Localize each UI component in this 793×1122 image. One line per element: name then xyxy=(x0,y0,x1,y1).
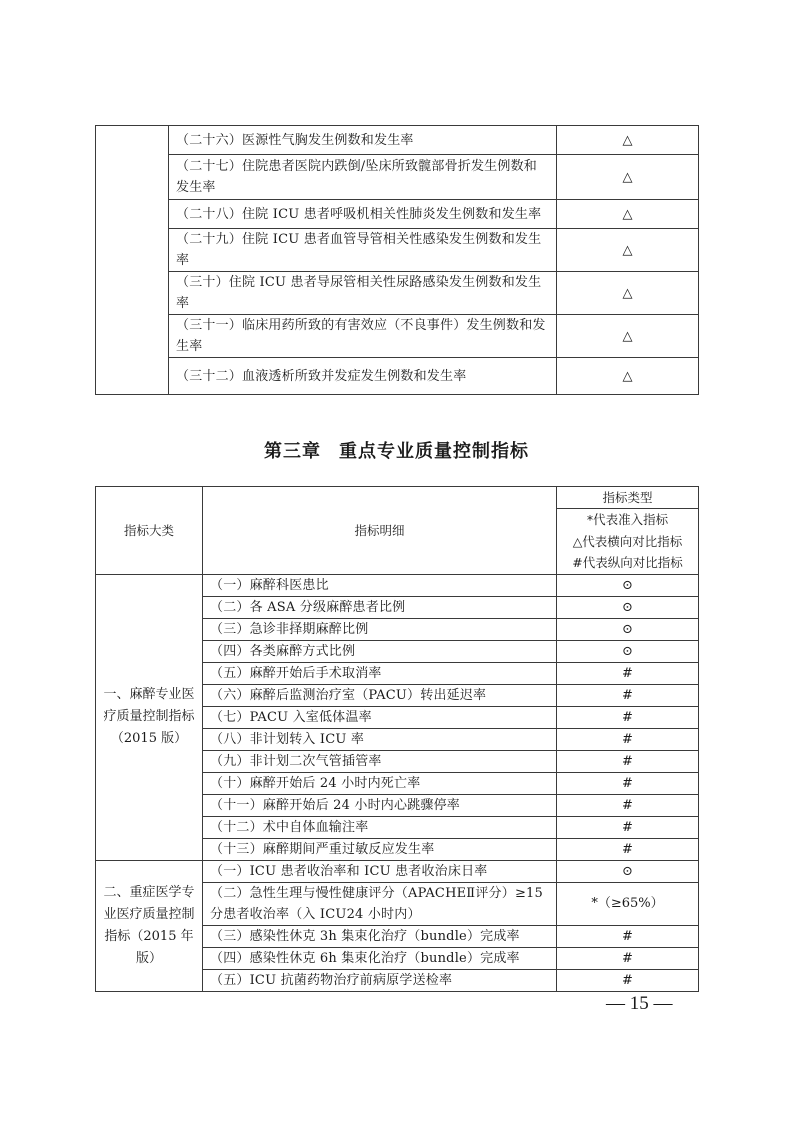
indicator-type: △ xyxy=(557,126,699,155)
table-row xyxy=(96,229,699,272)
legend-vertical: #代表纵向对比指标 xyxy=(572,555,683,570)
indicator-type: # xyxy=(557,925,699,947)
indicator-detail: （六）麻醉后监测治疗室（PACU）转出延迟率 xyxy=(203,684,557,706)
header-row xyxy=(96,487,699,509)
indicator-type: △ xyxy=(557,315,699,358)
indicator-type: △ xyxy=(557,155,699,200)
indicator-type: △ xyxy=(557,200,699,229)
legend-horizontal: △代表横向对比指标 xyxy=(572,533,683,549)
table-row xyxy=(96,126,699,155)
indicator-type: △ xyxy=(557,229,699,272)
indicator-detail: （一）麻醉科医患比 xyxy=(203,574,557,596)
table-row xyxy=(96,155,699,200)
indicator-type: # xyxy=(557,706,699,728)
indicator-type: ⊙ xyxy=(557,618,699,640)
indicator-type: # xyxy=(557,772,699,794)
indicator-detail: （三十）住院 ICU 患者导尿管相关性尿路感染发生例数和发生率 xyxy=(169,272,557,315)
category-anesthesia: 一、麻醉专业医疗质量控制指标（2015 版） xyxy=(96,574,203,860)
indicator-detail: （三）急诊非择期麻醉比例 xyxy=(203,618,557,640)
table-row xyxy=(96,315,699,358)
table-row xyxy=(96,200,699,229)
indicator-detail: （二十八）住院 ICU 患者呼吸机相关性肺炎发生例数和发生率 xyxy=(169,200,557,229)
indicator-detail: （一）ICU 患者收治率和 ICU 患者收治床日率 xyxy=(203,860,557,882)
indicator-detail: （二）各 ASA 分级麻醉患者比例 xyxy=(203,596,557,618)
header-type-legend xyxy=(557,509,699,575)
indicator-detail: （四）各类麻醉方式比例 xyxy=(203,640,557,662)
continued-indicator-table xyxy=(95,125,699,395)
chapter-title xyxy=(0,437,793,463)
indicator-type: ⊙ xyxy=(557,860,699,882)
indicator-type: # xyxy=(557,662,699,684)
indicator-detail: （五）ICU 抗菌药物治疗前病原学送检率 xyxy=(203,969,557,991)
indicator-detail: （三十二）血液透析所致并发症发生例数和发生率 xyxy=(169,358,557,395)
indicator-type: # xyxy=(557,750,699,772)
header-type-title: 指标类型 xyxy=(557,487,699,509)
indicator-type: ⊙ xyxy=(557,574,699,596)
indicator-type: # xyxy=(557,684,699,706)
table-row xyxy=(96,358,699,395)
indicator-type: # xyxy=(557,838,699,860)
page-number: — 15 — xyxy=(606,993,673,1014)
indicator-type: ⊙ xyxy=(557,596,699,618)
indicator-detail: （七）PACU 入室低体温率 xyxy=(203,706,557,728)
header-category: 指标大类 xyxy=(96,487,203,575)
table-row xyxy=(96,574,699,596)
indicator-type: △ xyxy=(557,358,699,395)
indicator-detail: （二十六）医源性气胸发生例数和发生率 xyxy=(169,126,557,155)
indicator-detail: （五）麻醉开始后手术取消率 xyxy=(203,662,557,684)
indicator-type: # xyxy=(557,816,699,838)
table-row xyxy=(96,272,699,315)
quality-indicator-table xyxy=(95,486,699,992)
chapter-name: 重点专业质量控制指标 xyxy=(339,441,529,462)
indicator-detail: （十）麻醉开始后 24 小时内死亡率 xyxy=(203,772,557,794)
indicator-detail: （二十七）住院患者医院内跌倒/坠床所致髋部骨折发生例数和发生率 xyxy=(169,155,557,200)
indicator-type: # xyxy=(557,728,699,750)
indicator-detail: （二）急性生理与慢性健康评分（APACHEⅡ评分）≥15 分患者收治率（入 ICU24 小时内） xyxy=(203,882,557,925)
indicator-detail: （二十九）住院 ICU 患者血管导管相关性感染发生例数和发生率 xyxy=(169,229,557,272)
table-row xyxy=(96,860,699,882)
indicator-type: *（≥65%） xyxy=(557,882,699,925)
legend-admission: *代表准入指标 xyxy=(586,512,669,527)
indicator-detail: （十一）麻醉开始后 24 小时内心跳骤停率 xyxy=(203,794,557,816)
indicator-detail: （三十一）临床用药所致的有害效应（不良事件）发生例数和发生率 xyxy=(169,315,557,358)
indicator-type: △ xyxy=(557,272,699,315)
indicator-type: ⊙ xyxy=(557,640,699,662)
header-detail: 指标明细 xyxy=(203,487,557,575)
indicator-detail: （三）感染性休克 3h 集束化治疗（bundle）完成率 xyxy=(203,925,557,947)
indicator-detail: （九）非计划二次气管插管率 xyxy=(203,750,557,772)
indicator-type: # xyxy=(557,969,699,991)
indicator-detail: （十二）术中自体血输注率 xyxy=(203,816,557,838)
category-critical-care: 二、重症医学专业医疗质量控制指标（2015 年版） xyxy=(96,860,203,991)
indicator-detail: （八）非计划转入 ICU 率 xyxy=(203,728,557,750)
indicator-type: # xyxy=(557,947,699,969)
category-cell-empty xyxy=(96,126,169,395)
indicator-detail: （四）感染性休克 6h 集束化治疗（bundle）完成率 xyxy=(203,947,557,969)
chapter-number: 第三章 xyxy=(264,441,321,462)
indicator-type: # xyxy=(557,794,699,816)
indicator-detail: （十三）麻醉期间严重过敏反应发生率 xyxy=(203,838,557,860)
